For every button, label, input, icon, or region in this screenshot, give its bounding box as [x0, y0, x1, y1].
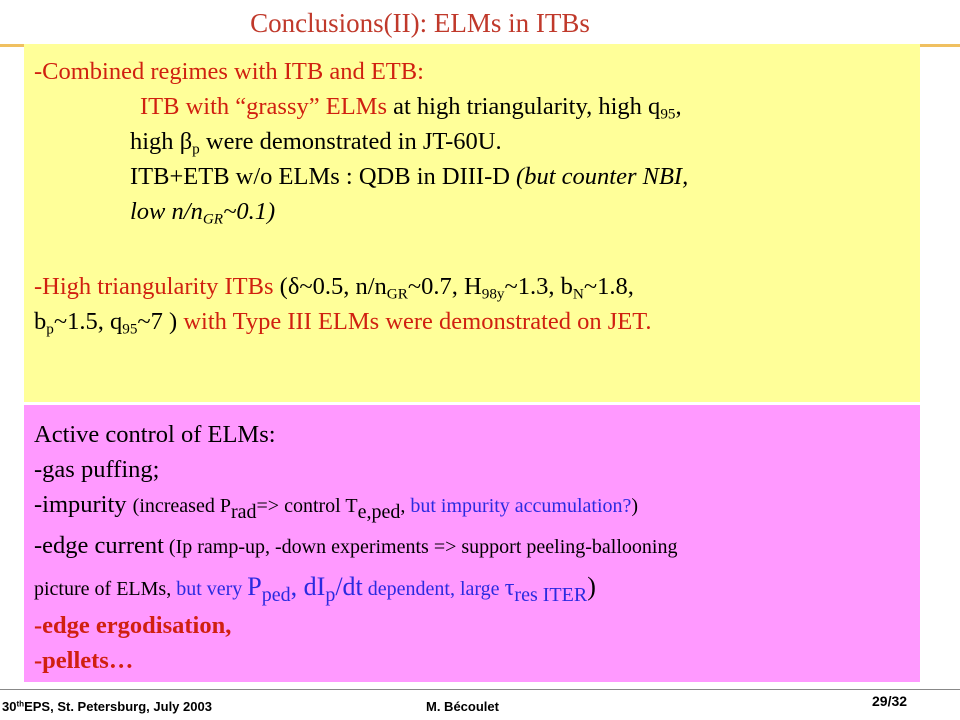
- jet-itb-line: -High triangularity ITBs (δ~0.5, $n/n_{GR}\sim 0.7$, $H_{98y}\sim 1.3$, $b_N\sim 1.8$,: [34, 273, 634, 303]
- qdb-density-line: low $n/n_{GR}\sim 0.1$): [130, 198, 276, 228]
- pellets-line: -pellets…: [34, 647, 134, 674]
- grassy-elms-line: ITB with “grassy” ELMs at high triangularity, high $q_{95}$,: [140, 93, 682, 123]
- page-title: Conclusions(II): ELMs in ITBs: [250, 8, 590, 38]
- footer-rule: [0, 689, 960, 690]
- combined-regimes-line: -Combined regimes with ITB and ETB:: [34, 58, 424, 85]
- jet-result-line: $b_p\sim 1.5$, $q_{95}\sim 7$ ) with Type III ELMs were demonstrated on JET.: [34, 308, 652, 338]
- conference-label: 30thEPS, St. Petersburg, July 2003: [2, 699, 212, 714]
- active-control-heading: Active control of ELMs:: [34, 421, 276, 448]
- gas-puffing-line: -gas puffing;: [34, 456, 160, 483]
- edge-current-line: -edge current (Ip ramp-up, -down experiments => support peeling-ballooning: [34, 532, 678, 559]
- edge-ergodisation-line: -edge ergodisation,: [34, 612, 232, 639]
- page-number: 29/32: [872, 693, 908, 709]
- impurity-line: -impurity (increased $P_{rad}=>$ control $T_{e,ped}$, but impurity accumulation?): [34, 491, 639, 523]
- grassy-elms-text: ITB with “grassy” ELMs: [140, 93, 387, 120]
- qdb-line: ITB+ETB w/o ELMs : QDB in DIII-D (but counter NBI,: [130, 163, 689, 190]
- jt60u-line: high $\beta_p$ were demonstrated in JT-60U.: [130, 128, 502, 158]
- author-label: M. Bécoulet: [426, 699, 499, 714]
- peeling-ballooning-line: picture of ELMs, but very $P_{ped}$, $dI_p/dt$ dependent, large $\tau_{res ITER}$): [34, 572, 596, 606]
- itb-conclusions-box: [24, 44, 920, 402]
- active-control-box: [24, 405, 920, 682]
